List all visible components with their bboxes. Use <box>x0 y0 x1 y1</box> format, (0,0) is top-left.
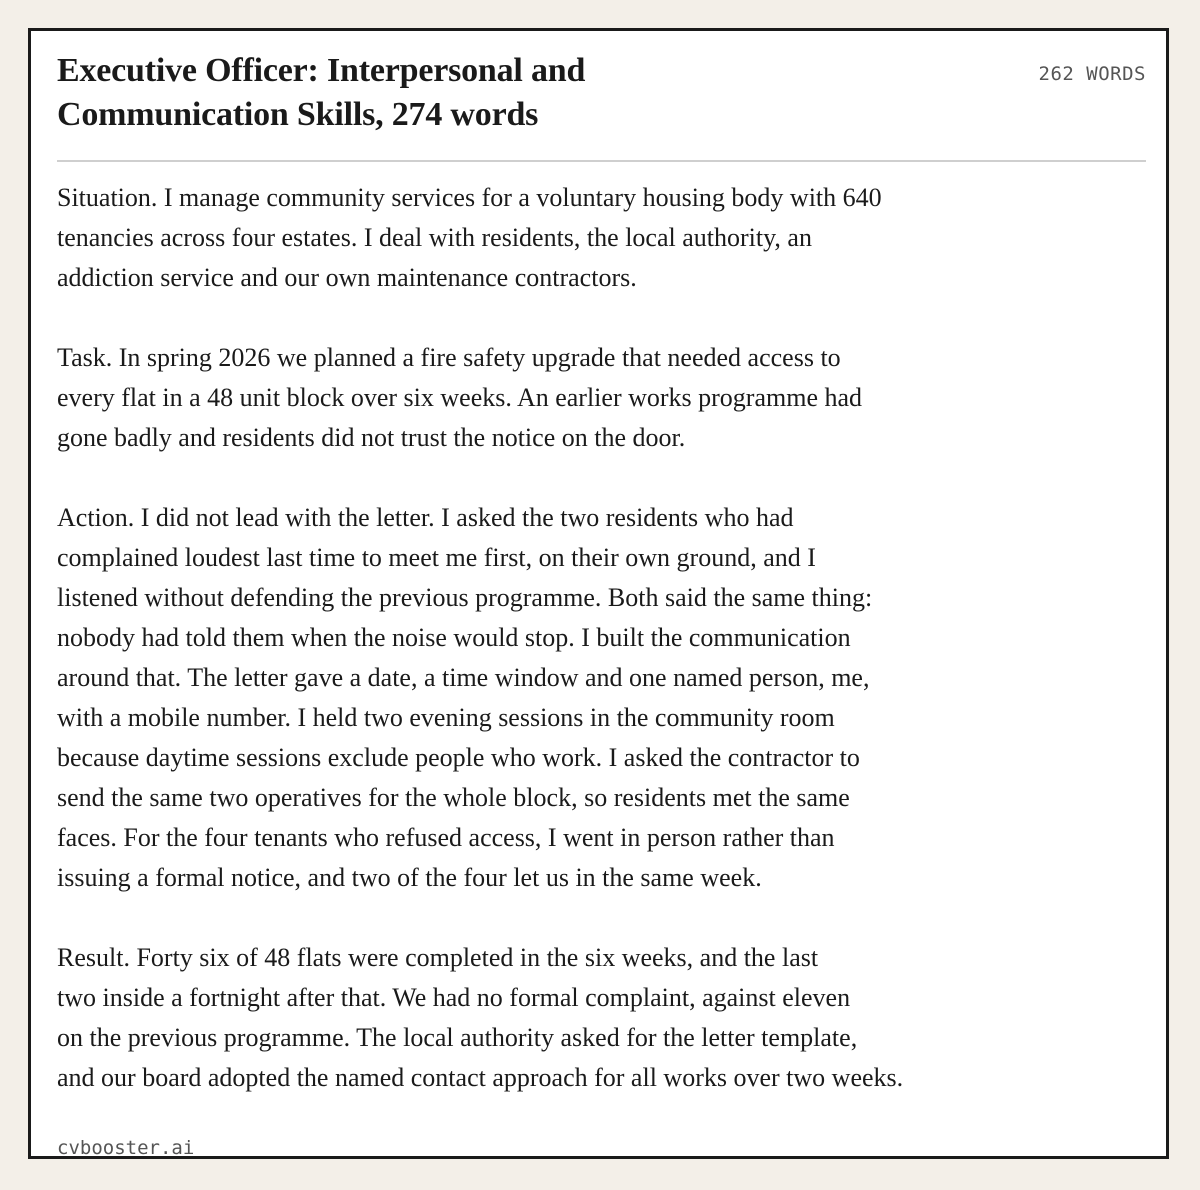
paragraph-line: with a mobile number. I held two evening sessions in the community room <box>57 703 835 732</box>
answer-card <box>28 28 1169 1159</box>
paragraph-line: addiction service and our own maintenance contractors. <box>57 263 637 292</box>
paragraph-line: every flat in a 48 unit block over six weeks. An earlier works programme had <box>57 383 863 412</box>
paragraph-line: on the previous programme. The local authority asked for the letter template, <box>57 1023 858 1052</box>
header-divider <box>57 160 1146 162</box>
paragraph-line: around that. The letter gave a date, a time window and one named person, me, <box>57 663 870 692</box>
paragraph-line: Result. Forty six of 48 flats were completed in the six weeks, and the last <box>57 943 819 972</box>
paragraph-line: issuing a formal notice, and two of the four let us in the same week. <box>57 863 762 892</box>
paragraph-line: complained loudest last time to meet me first, on their own ground, and I <box>57 543 816 572</box>
paragraph-line: send the same two operatives for the whole block, so residents met the same <box>57 783 850 812</box>
card-header <box>57 49 1146 137</box>
paragraph-line: tenancies across four estates. I deal with residents, the local authority, an <box>57 223 812 252</box>
paragraph-line: gone badly and residents did not trust the notice on the door. <box>57 423 686 452</box>
paragraph-line: because daytime sessions exclude people who work. I asked the contractor to <box>57 743 860 772</box>
document-title <box>57 49 817 137</box>
word-count-badge: 262 WORDS <box>1038 63 1146 85</box>
paragraph-line: Task. In spring 2026 we planned a fire safety upgrade that needed access to <box>57 343 841 372</box>
paragraph-line: Action. I did not lead with the letter. I asked the two residents who had <box>57 503 794 532</box>
title-line: Executive Officer: Interpersonal and <box>57 52 586 89</box>
paragraph-line: listened without defending the previous programme. Both said the same thing: <box>57 583 873 612</box>
footer-brand: cvbooster.ai <box>57 1137 195 1159</box>
paragraph-line: nobody had told them when the noise would stop. I built the communication <box>57 623 851 652</box>
title-line: Communication Skills, 274 words <box>57 96 539 133</box>
paragraph-situation <box>57 178 1057 298</box>
paragraph-line: Situation. I manage community services for a voluntary housing body with 640 <box>57 183 882 212</box>
document-body <box>57 178 1057 1138</box>
paragraph-result <box>57 938 1057 1098</box>
paragraph-line: and our board adopted the named contact approach for all works over two weeks. <box>57 1063 904 1092</box>
paragraph-line: faces. For the four tenants who refused access, I went in person rather than <box>57 823 835 852</box>
paragraph-task <box>57 338 1057 458</box>
paragraph-action <box>57 498 1057 898</box>
paragraph-line: two inside a fortnight after that. We had no formal complaint, against eleven <box>57 983 851 1012</box>
